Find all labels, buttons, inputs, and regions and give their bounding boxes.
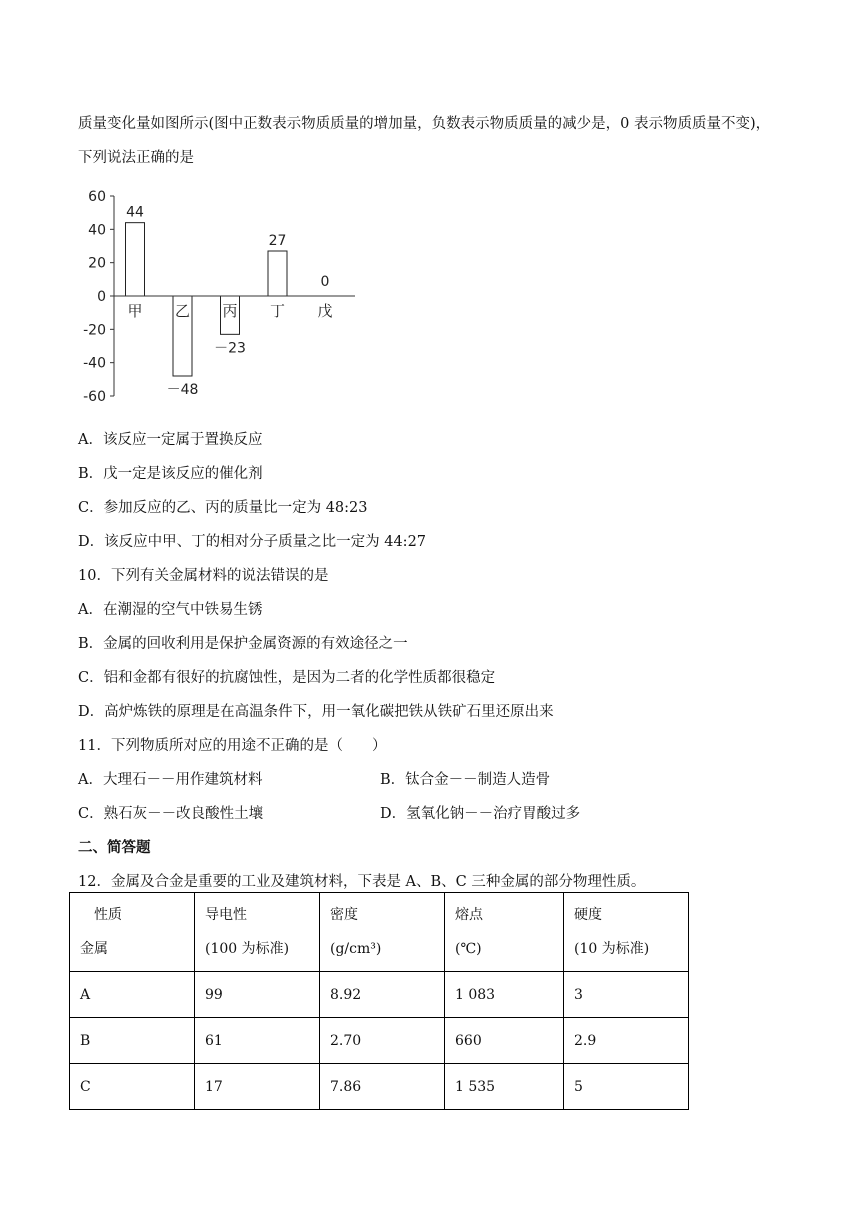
header-line-2: (100 为标准) [205,941,290,957]
intro-line-2: 下列说法正确的是 [78,150,194,166]
header-line-1: 熔点 [455,907,483,923]
y-axis-ticks [83,189,114,404]
table-header-row [70,893,689,972]
q10-option-d: D．高炉炼铁的原理是在高温条件下，用一氧化碳把铁从铁矿石里还原出来 [78,704,554,720]
category-label: 甲 [127,302,143,320]
table-cell: 61 [195,1018,320,1064]
y-tick-label: -60 [83,389,106,404]
y-tick-label: 40 [88,222,106,239]
table-cell: 2.9 [564,1018,689,1064]
y-tick-label: 0 [97,289,106,305]
q11-stem: 11．下列物质所对应的用途不正确的是（ ） [78,738,387,754]
header-cell [195,893,320,972]
table-cell: B [70,1018,195,1064]
header-line-2: (10 为标准) [574,941,650,957]
header-cell [445,893,564,972]
header-line-2: (℃) [455,941,482,957]
q11-option-d: D．氢氧化钠－－治疗胃酸过多 [380,806,581,822]
q10-option-c: C．铝和金都有很好的抗腐蚀性，是因为二者的化学性质都很稳定 [78,670,496,686]
table-cell: 99 [195,972,320,1018]
table-cell: 5 [564,1064,689,1110]
bar-value-label: －23 [214,340,246,357]
q9-option-b: B．戊一定是该反应的催化剂 [78,466,263,482]
q12-stem: 12．金属及合金是重要的工业及建筑材料，下表是 A、B、C 三种金属的部分物理性质。 [78,874,646,890]
bar-value-label: 44 [126,204,144,221]
q9-option-d: D．该反应中甲、丁的相对分子质量之比一定为 44:27 [78,534,427,550]
table-cell: C [70,1064,195,1110]
table-cell: 1 535 [445,1064,564,1110]
table-cell: 2.70 [320,1018,445,1064]
bar [268,251,287,296]
q11-option-c: C．熟石灰－－改良酸性土壤 [78,806,264,822]
bar-value-label: 27 [268,233,287,249]
y-tick-label: 60 [88,189,106,205]
intro-line-1: 质量变化量如图所示(图中正数表示物质质量的增加量，负数表示物质质量的减少是，0 表示物质质量不变)， [78,116,771,132]
header-line-2: (g/cm³) [330,941,382,957]
table-cell: 3 [564,972,689,1018]
header-cell [564,893,689,972]
table-cell: A [70,972,195,1018]
table-cell: 7.86 [320,1064,445,1110]
category-label: 丙 [222,302,238,320]
section-heading: 二、简答题 [78,839,151,856]
q10-option-a: A．在潮湿的空气中铁易生锈 [78,602,263,618]
mass-change-bar-chart [70,182,370,404]
q9-option-c: C．参加反应的乙、丙的质量比一定为 48:23 [78,500,368,516]
header-line-1: 密度 [330,907,358,923]
metal-properties-table [69,892,689,1110]
q11-option-a: A．大理石－－用作建筑材料 [78,772,263,788]
y-tick-label: -20 [83,322,106,339]
bar-value-label: 0 [320,274,330,290]
category-labels [127,302,332,320]
bar [126,223,145,296]
y-tick-label: -40 [83,355,106,372]
q10-option-b: B．金属的回收利用是保护金属资源的有效途径之一 [78,636,408,652]
table-cell: 8.92 [320,972,445,1018]
q9-option-a: A．该反应一定属于置换反应 [78,432,263,448]
header-line-1: 导电性 [205,907,247,923]
y-tick-label: 20 [88,255,106,272]
bars [126,223,288,376]
category-label: 戊 [317,302,333,320]
q11-option-b: B．钛合金－－制造人造骨 [380,772,551,788]
header-line-1: 性质 [80,907,122,923]
header-line-1: 硬度 [574,907,602,923]
table-row [70,972,689,1018]
q10-stem: 10．下列有关金属材料的说法错误的是 [78,568,329,584]
header-line-2: 金属 [80,941,108,957]
category-label: 乙 [174,302,191,320]
bar-value-label: －48 [166,382,199,398]
category-label: 丁 [269,302,286,320]
header-cell [70,893,195,972]
table-cell: 17 [195,1064,320,1110]
table-cell: 1 083 [445,972,564,1018]
table-row [70,1018,689,1064]
table-row [70,1064,689,1110]
table-cell: 660 [445,1018,564,1064]
header-cell [320,893,445,972]
